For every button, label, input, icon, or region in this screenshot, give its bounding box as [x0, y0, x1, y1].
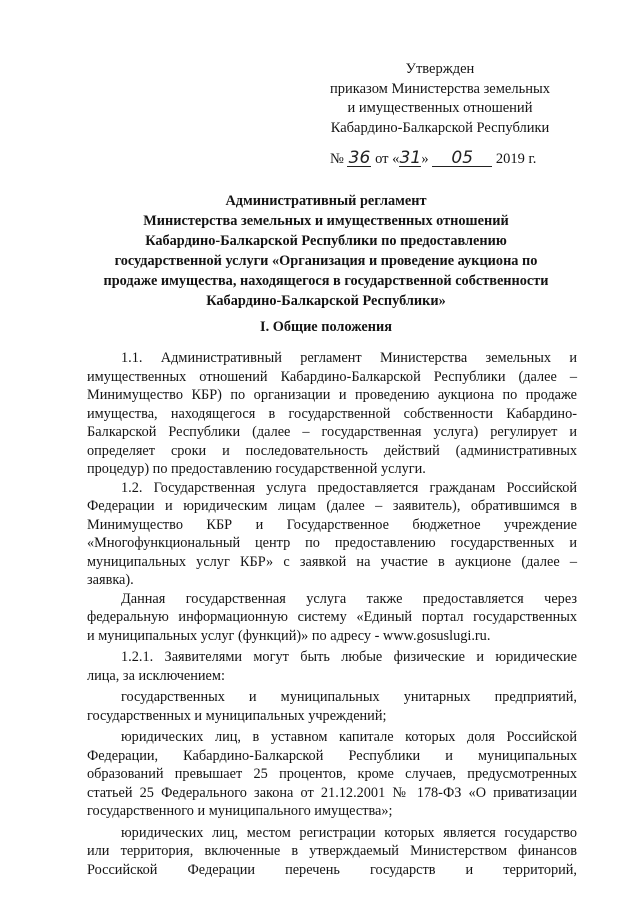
approval-line: Кабардино-Балкарской Республики — [330, 119, 550, 136]
order-year: 2019 г. — [495, 151, 537, 167]
paragraph-line: Федерации, Кабардино-Балкарской Республики и муниципальных — [87, 747, 577, 764]
paragraph-line: Минимущество КБР) по организации и проведению аукциона по продаже — [87, 387, 577, 403]
paragraph-line: федеральную информационную систему «Единый портал государственных — [87, 609, 577, 625]
paragraph-line: или территория, включенные в утверждаемый Министерством финансов — [87, 843, 577, 859]
paragraph-line: 1.1. Административный регламент Министерства земельных и — [121, 350, 577, 366]
title-line: государственной услуги «Организация и проведение аукциона по — [114, 253, 538, 269]
paragraph-line: образований превышает 25 процентов, кроме случаев, предусмотренных — [87, 766, 577, 782]
paragraph-line: заявка). — [87, 572, 134, 588]
paragraph-line: Минимущество КБР и Государственное бюджетное учреждение — [87, 516, 577, 533]
paragraph-line: лица, за исключением: — [87, 667, 225, 684]
document-title — [80, 191, 572, 311]
title-line: продаже имущества, находящегося в государственной собственности — [103, 273, 549, 289]
paragraph-line: государственных и муниципальных унитарных предприятий, — [121, 689, 577, 705]
title-line: Кабардино-Балкарской Республики» — [206, 293, 446, 309]
paragraph-line: и муниципальных услуг (функций)» по адресу - www.gosuslugi.ru. — [87, 627, 491, 644]
paragraph-line: муниципальных услуг КБР» с заявкой на участие в аукционе (далее – — [87, 553, 577, 570]
paragraph-line: 1.2. Государственная услуга предоставляется гражданам Российской — [121, 479, 577, 496]
paragraph-line: имущественных отношений Кабардино-Балкарской Республики (далее – — [87, 368, 577, 385]
title-line: Кабардино-Балкарской Республики по предоставлению — [145, 233, 507, 249]
paragraph-line: 1.2.1. Заявителями могут быть любые физические и юридические — [121, 649, 577, 665]
order-close-quote: » — [421, 151, 429, 167]
order-day: 31 — [399, 148, 422, 168]
title-line: Административный регламент — [225, 193, 427, 209]
order-number-line — [330, 150, 536, 169]
paragraph-line: государственных и муниципальных учреждений; — [87, 707, 387, 724]
approval-line: приказом Министерства земельных — [330, 80, 550, 97]
approval-line: Утвержден — [405, 61, 475, 77]
paragraph-line: статьей 25 Федерального закона от 21.12.2001 № 178-ФЗ «О приватизации — [87, 784, 577, 801]
approval-line: и имущественных отношений — [347, 100, 533, 116]
paragraph-line: юридических лиц, в уставном капитале которых доля Российской — [121, 729, 577, 745]
title-line: Министерства земельных и имущественных отношений — [143, 213, 509, 229]
paragraph-line: определяет сроки и последовательность действий (административных — [87, 442, 577, 459]
paragraph-line: юридических лиц, местом регистрации которых является государство — [121, 824, 577, 841]
paragraph-line: «Многофункциональный центр по предоставлению государственных и — [87, 535, 577, 551]
paragraph-line: государственного и муниципального имущества»; — [87, 803, 393, 819]
paragraph-line: Федерации и юридическим лицам (далее – заявитель), обратившимся в — [87, 498, 577, 514]
order-no-label: № — [330, 151, 344, 167]
paragraph-line: процедур) по предоставлению государственной услуги. — [87, 461, 426, 477]
paragraph-line: Российской Федерации перечень государств и территорий, — [87, 861, 577, 878]
paragraph-line: имущества, находящегося в государственной собственности Кабардино- — [87, 405, 577, 422]
section-heading: I. Общие положения — [260, 319, 392, 335]
paragraph-line: Данная государственная услуга также предоставляется через — [121, 590, 577, 607]
order-month: 05 — [432, 151, 492, 167]
order-from-label: от « — [375, 151, 400, 167]
approval-stamp — [300, 60, 580, 138]
order-number: 36 — [348, 148, 371, 168]
document-body — [87, 349, 577, 879]
paragraph-line: Балкарской Республики (далее – государственная услуга) регулирует и — [87, 424, 577, 440]
